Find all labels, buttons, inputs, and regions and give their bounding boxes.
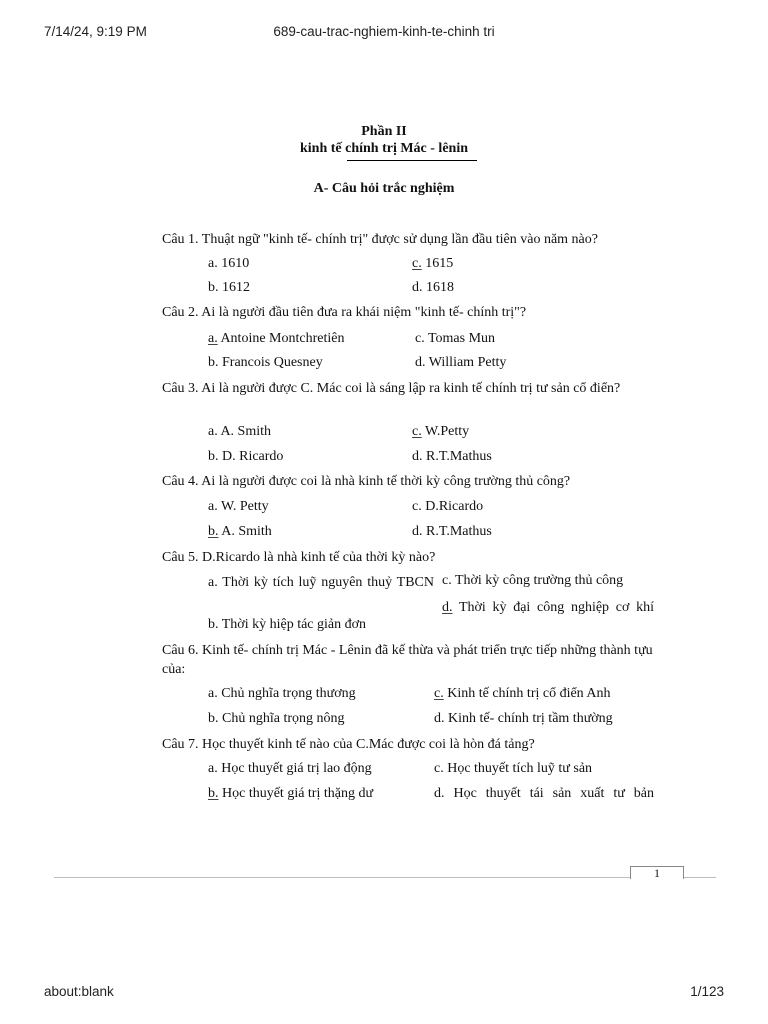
option-4d: d. R.T.Mathus — [412, 524, 492, 539]
answer-marker: c. — [412, 256, 422, 271]
page-number: 1 — [630, 866, 684, 879]
answer-marker: c. — [434, 686, 444, 701]
subject-heading: kinh tế chính trị Mác - lênin — [299, 141, 468, 156]
option-6c: c. Kinh tế chính trị cổ điển Anh — [434, 686, 611, 701]
option-2a: a. Antoine Montchretiên — [208, 331, 345, 346]
option-4c: c. D.Ricardo — [412, 499, 484, 514]
option-7a: a. Học thuyết giá trị lao động — [208, 761, 372, 776]
option-1b: b. 1612 — [208, 280, 250, 295]
option-1a: a. 1610 — [208, 256, 250, 271]
footer-divider — [54, 877, 716, 878]
answer-marker: b. — [208, 786, 219, 801]
option-6b: b. Chủ nghĩa trọng nông — [208, 711, 345, 726]
option-4a: a. W. Petty — [208, 499, 269, 514]
option-7c: c. Học thuyết tích luỹ tư sản — [434, 761, 593, 776]
question-7: Câu 7. Học thuyết kinh tế nào của C.Mác được coi là hòn đá tảng? — [162, 737, 535, 752]
print-date: 7/14/24, 9:19 PM — [44, 24, 147, 39]
part-heading: Phần II — [361, 124, 407, 139]
page-counter: 1/123 — [690, 984, 724, 999]
option-2d: d. William Petty — [415, 355, 507, 370]
option-5c: c. Thời kỳ công trường thủ công — [442, 573, 624, 588]
option-3d: d. R.T.Mathus — [412, 449, 492, 464]
question-3: Câu 3. Ai là người được C. Mác coi là sáng lập ra kinh tế chính trị tư sản cổ điển? — [162, 381, 621, 396]
option-3a: a. A. Smith — [208, 424, 272, 439]
option-4b: b. A. Smith — [208, 524, 272, 539]
option-5b: b. Thời kỳ hiệp tác giản đơn — [208, 617, 367, 632]
option-6a: a. Chủ nghĩa trọng thương — [208, 686, 356, 701]
answer-marker: d. — [442, 600, 453, 615]
option-2c: c. Tomas Mun — [415, 331, 496, 346]
question-5: Câu 5. D.Ricardo là nhà kinh tế của thời kỳ nào? — [162, 550, 436, 565]
option-1c: c. 1615 — [412, 256, 454, 271]
option-3c: c. W.Petty — [412, 424, 470, 439]
question-6: Câu 6. Kinh tế- chính trị Mác - Lênin đã kế thừa và phát triển trực tiếp những thành tựu của: — [162, 643, 653, 677]
option-2b: b. Francois Quesney — [208, 355, 323, 370]
section-heading: A- Câu hỏi trắc nghiệm — [313, 181, 455, 196]
heading-underline — [347, 160, 477, 161]
footer-url: about:blank — [44, 984, 114, 999]
question-1: Câu 1. Thuật ngữ "kinh tế- chính trị" được sử dụng lần đầu tiên vào năm nào? — [162, 232, 598, 247]
question-4: Câu 4. Ai là người được coi là nhà kinh tế thời kỳ công trường thủ công? — [162, 474, 571, 489]
option-5d: d. Thời kỳ đại công nghiệp cơ khí — [442, 600, 654, 615]
document-title: 689-cau-trac-nghiem-kinh-te-chinh tri — [273, 24, 495, 39]
option-1d: d. 1618 — [412, 280, 454, 295]
answer-marker: a. — [208, 331, 218, 346]
option-3b: b. D. Ricardo — [208, 449, 284, 464]
answer-marker: c. — [412, 424, 422, 439]
option-5a: a. Thời kỳ tích luỹ nguyên thuỷ TBCN — [208, 575, 434, 590]
option-7b: b. Học thuyết giá trị thặng dư — [208, 786, 374, 801]
option-6d: d. Kinh tế- chính trị tầm thường — [434, 711, 613, 726]
option-7d: d. Học thuyết tái sản xuất tư bản — [434, 786, 654, 801]
question-2: Câu 2. Ai là người đầu tiên đưa ra khái niệm "kinh tế- chính trị"? — [162, 305, 527, 320]
answer-marker: b. — [208, 524, 219, 539]
